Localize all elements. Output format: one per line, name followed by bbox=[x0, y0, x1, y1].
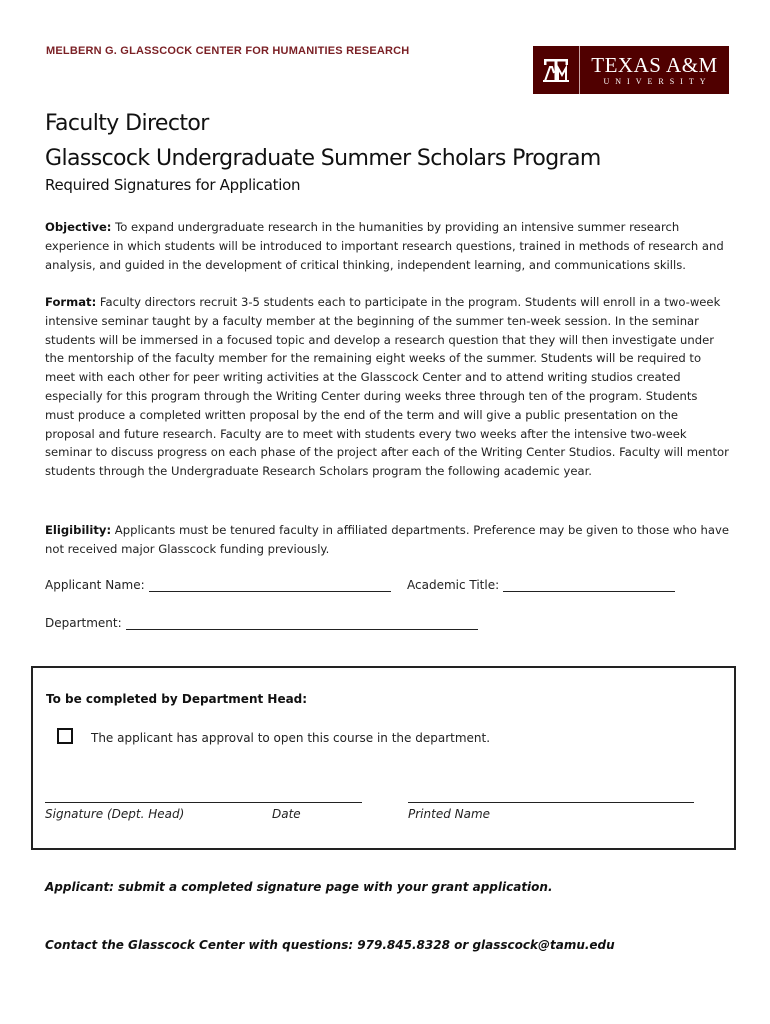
approval-checkbox-label: The applicant has approval to open this course in the department. bbox=[91, 731, 491, 745]
date-label: Date bbox=[272, 807, 301, 821]
format-label: Format: bbox=[45, 295, 97, 309]
format-paragraph bbox=[45, 293, 730, 481]
objective-label: Objective: bbox=[45, 220, 112, 234]
applicant-name-label: Applicant Name: bbox=[45, 578, 145, 592]
eligibility-label: Eligibility: bbox=[45, 523, 112, 537]
contact-note: Contact the Glasscock Center with questions: 979.845.8328 or glasscock@tamu.edu bbox=[45, 938, 615, 952]
dept-head-section bbox=[31, 666, 736, 850]
dept-head-heading: To be completed by Department Head: bbox=[46, 692, 308, 706]
submit-note: Applicant: submit a completed signature page with your grant application. bbox=[45, 880, 553, 894]
printed-name-label: Printed Name bbox=[408, 807, 491, 821]
department-field[interactable] bbox=[126, 617, 478, 630]
signature-label: Signature (Dept. Head) bbox=[45, 807, 185, 821]
objective-paragraph bbox=[45, 218, 730, 274]
eligibility-text: Applicants must be tenured faculty in affiliated departments. Preference may be given to those who have not received major Glasscock funding previously. bbox=[45, 523, 729, 556]
atm-logo-icon bbox=[533, 46, 580, 94]
objective-text: To expand undergraduate research in the humanities by providing an intensive summer research experience in which students will be introduced to important research questions, trained in methods of research and analysis, and guided in the development of critical thinking, independent learning, and communications skills. bbox=[45, 220, 724, 272]
page-title bbox=[45, 106, 601, 176]
applicant-name-field[interactable] bbox=[149, 579, 391, 592]
logo-university: UNIVERSITY bbox=[603, 77, 712, 86]
signature-line[interactable] bbox=[45, 802, 362, 803]
printed-name-line[interactable] bbox=[408, 802, 694, 803]
title-line-1: Faculty Director bbox=[45, 111, 209, 136]
center-name: MELBERN G. GLASSCOCK CENTER FOR HUMANITIES RESEARCH bbox=[46, 45, 410, 57]
eligibility-paragraph bbox=[45, 521, 730, 559]
page-subtitle: Required Signatures for Application bbox=[45, 176, 301, 194]
department-row bbox=[45, 616, 478, 630]
logo-wordmark: TEXAS A&M bbox=[591, 53, 718, 77]
academic-title-label: Academic Title: bbox=[407, 578, 500, 592]
academic-title-row bbox=[407, 578, 675, 592]
approval-checkbox[interactable] bbox=[57, 728, 73, 744]
tamu-logo bbox=[533, 46, 729, 94]
title-line-2: Glasscock Undergraduate Summer Scholars Program bbox=[45, 146, 601, 171]
academic-title-field[interactable] bbox=[503, 579, 675, 592]
department-label: Department: bbox=[45, 616, 122, 630]
format-text: Faculty directors recruit 3-5 students each to participate in the program. Students will enroll in a two-week intensive seminar taught by a faculty member at the beginning of the summer ten-week session. In the seminar students will be immersed in a focused topic and develop a research question that they will then investigate under the mentorship of the faculty member for the remaining eight weeks of the summer. Students will be required to meet with each other for peer writing activities at the Glasscock Center and to attend writing studios created especially for this program through the Writing Center during weeks three through ten of the program. Students must produce a completed written proposal by the end of the term and will give a public presentation on the proposal and future research. Faculty are to meet with students every two weeks after the intensive two-week seminar to discuss progress on each phase of the project after each of the Writing Center Studios. Faculty will mentor students through the Undergraduate Research Scholars program the following academic year. bbox=[45, 295, 729, 479]
applicant-name-row bbox=[45, 578, 391, 592]
